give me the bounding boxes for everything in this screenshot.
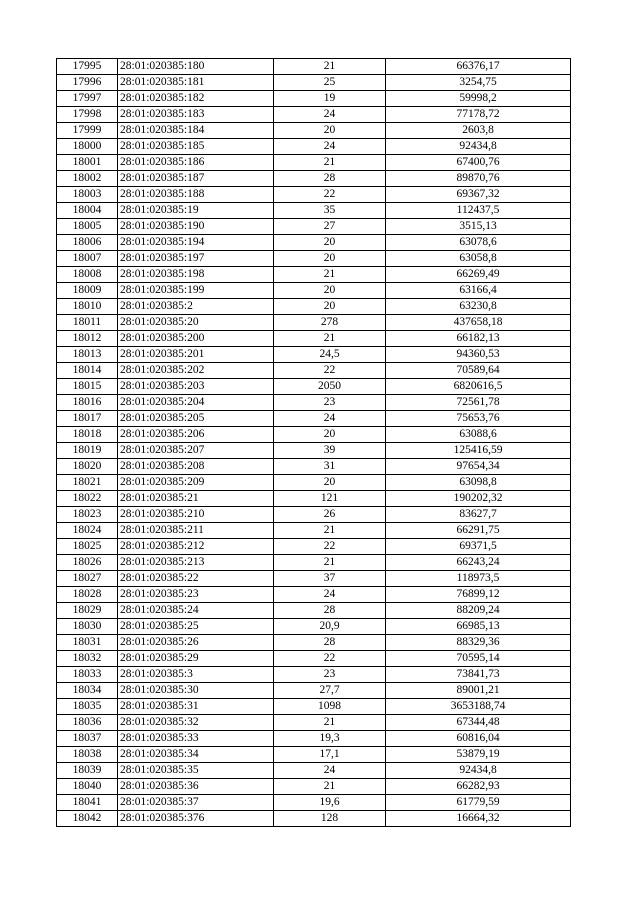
cadastral-value-cell: 66269,49 (386, 267, 571, 283)
row-number-cell: 17995 (57, 59, 118, 75)
area-cell: 26 (274, 507, 386, 523)
cadastral-value-cell: 53879,19 (386, 747, 571, 763)
cadastral-value-cell: 63230,8 (386, 299, 571, 315)
area-cell: 21 (274, 155, 386, 171)
area-cell: 21 (274, 715, 386, 731)
table-row (57, 747, 571, 763)
row-number-cell: 18026 (57, 555, 118, 571)
cadastral-value-cell: 63098,8 (386, 475, 571, 491)
cadastral-number-cell: 28:01:020385:181 (118, 75, 274, 91)
table-row (57, 651, 571, 667)
cadastral-value-cell: 94360,53 (386, 347, 571, 363)
cadastral-number-cell: 28:01:020385:35 (118, 763, 274, 779)
table-row (57, 395, 571, 411)
area-cell: 27,7 (274, 683, 386, 699)
cadastral-value-cell: 66282,93 (386, 779, 571, 795)
cadastral-number-cell: 28:01:020385:205 (118, 411, 274, 427)
cadastral-value-cell: 66985,13 (386, 619, 571, 635)
area-cell: 21 (274, 555, 386, 571)
cadastral-number-cell: 28:01:020385:190 (118, 219, 274, 235)
cadastral-number-cell: 28:01:020385:24 (118, 603, 274, 619)
row-number-cell: 18034 (57, 683, 118, 699)
row-number-cell: 18004 (57, 203, 118, 219)
table-row (57, 603, 571, 619)
row-number-cell: 18025 (57, 539, 118, 555)
table-row (57, 667, 571, 683)
row-number-cell: 18013 (57, 347, 118, 363)
area-cell: 24 (274, 587, 386, 603)
cadastral-value-cell: 118973,5 (386, 571, 571, 587)
area-cell: 21 (274, 331, 386, 347)
cadastral-value-cell: 89001,21 (386, 683, 571, 699)
area-cell: 128 (274, 811, 386, 827)
area-cell: 25 (274, 75, 386, 91)
table-row (57, 443, 571, 459)
cadastral-number-cell: 28:01:020385:29 (118, 651, 274, 667)
table-row (57, 491, 571, 507)
area-cell: 37 (274, 571, 386, 587)
row-number-cell: 18001 (57, 155, 118, 171)
cadastral-value-cell: 66243,24 (386, 555, 571, 571)
cadastral-value-cell: 75653,76 (386, 411, 571, 427)
cadastral-number-cell: 28:01:020385:186 (118, 155, 274, 171)
cadastral-value-cell: 69367,32 (386, 187, 571, 203)
cadastral-value-cell: 6820616,5 (386, 379, 571, 395)
table-row (57, 427, 571, 443)
cadastral-number-cell: 28:01:020385:30 (118, 683, 274, 699)
cadastral-number-cell: 28:01:020385:182 (118, 91, 274, 107)
table-row (57, 779, 571, 795)
area-cell: 28 (274, 171, 386, 187)
cadastral-value-cell: 69371,5 (386, 539, 571, 555)
cadastral-value-cell: 89870,76 (386, 171, 571, 187)
area-cell: 21 (274, 779, 386, 795)
cadastral-value-cell: 16664,32 (386, 811, 571, 827)
cadastral-value-cell: 125416,59 (386, 443, 571, 459)
row-number-cell: 18017 (57, 411, 118, 427)
cadastral-value-cell: 61779,59 (386, 795, 571, 811)
cadastral-number-cell: 28:01:020385:201 (118, 347, 274, 363)
area-cell: 22 (274, 651, 386, 667)
table-row (57, 731, 571, 747)
area-cell: 24 (274, 139, 386, 155)
cadastral-value-cell: 3653188,74 (386, 699, 571, 715)
area-cell: 121 (274, 491, 386, 507)
table-row (57, 363, 571, 379)
area-cell: 24 (274, 763, 386, 779)
table-row (57, 635, 571, 651)
area-cell: 17,1 (274, 747, 386, 763)
area-cell: 24,5 (274, 347, 386, 363)
table-row (57, 235, 571, 251)
row-number-cell: 18031 (57, 635, 118, 651)
cadastral-number-cell: 28:01:020385:36 (118, 779, 274, 795)
table-row (57, 283, 571, 299)
row-number-cell: 18015 (57, 379, 118, 395)
cadastral-number-cell: 28:01:020385:208 (118, 459, 274, 475)
table-row (57, 219, 571, 235)
row-number-cell: 18037 (57, 731, 118, 747)
cadastral-value-cell: 59998,2 (386, 91, 571, 107)
table-row (57, 59, 571, 75)
table-row (57, 171, 571, 187)
row-number-cell: 18007 (57, 251, 118, 267)
cadastral-number-cell: 28:01:020385:206 (118, 427, 274, 443)
cadastral-number-cell: 28:01:020385:209 (118, 475, 274, 491)
row-number-cell: 18006 (57, 235, 118, 251)
table-row (57, 699, 571, 715)
cadastral-value-cell: 3515,13 (386, 219, 571, 235)
table-row (57, 507, 571, 523)
cadastral-number-cell: 28:01:020385:23 (118, 587, 274, 603)
cadastral-value-cell: 63166,4 (386, 283, 571, 299)
table-row (57, 187, 571, 203)
cadastral-value-cell: 66182,13 (386, 331, 571, 347)
cadastral-number-cell: 28:01:020385:199 (118, 283, 274, 299)
area-cell: 2050 (274, 379, 386, 395)
area-cell: 24 (274, 107, 386, 123)
cadastral-value-cell: 73841,73 (386, 667, 571, 683)
cadastral-number-cell: 28:01:020385:197 (118, 251, 274, 267)
area-cell: 28 (274, 603, 386, 619)
cadastral-value-cell: 63078,6 (386, 235, 571, 251)
row-number-cell: 18020 (57, 459, 118, 475)
cadastral-number-cell: 28:01:020385:198 (118, 267, 274, 283)
row-number-cell: 18012 (57, 331, 118, 347)
row-number-cell: 18039 (57, 763, 118, 779)
cadastral-number-cell: 28:01:020385:180 (118, 59, 274, 75)
table-row (57, 539, 571, 555)
cadastral-number-cell: 28:01:020385:25 (118, 619, 274, 635)
row-number-cell: 18010 (57, 299, 118, 315)
row-number-cell: 17998 (57, 107, 118, 123)
cadastral-number-cell: 28:01:020385:185 (118, 139, 274, 155)
row-number-cell: 18041 (57, 795, 118, 811)
table-row (57, 347, 571, 363)
cadastral-number-cell: 28:01:020385:184 (118, 123, 274, 139)
area-cell: 22 (274, 363, 386, 379)
table-row (57, 379, 571, 395)
cadastral-number-cell: 28:01:020385:213 (118, 555, 274, 571)
area-cell: 20 (274, 475, 386, 491)
row-number-cell: 18014 (57, 363, 118, 379)
area-cell: 20 (274, 235, 386, 251)
cadastral-value-cell: 88209,24 (386, 603, 571, 619)
row-number-cell: 18016 (57, 395, 118, 411)
area-cell: 20 (274, 251, 386, 267)
area-cell: 20 (274, 299, 386, 315)
cadastral-value-cell: 92434,8 (386, 139, 571, 155)
area-cell: 23 (274, 395, 386, 411)
table-row (57, 203, 571, 219)
table-row (57, 763, 571, 779)
cadastral-number-cell: 28:01:020385:376 (118, 811, 274, 827)
table-row (57, 123, 571, 139)
cadastral-value-cell: 67344,48 (386, 715, 571, 731)
row-number-cell: 18024 (57, 523, 118, 539)
table-row (57, 75, 571, 91)
area-cell: 24 (274, 411, 386, 427)
row-number-cell: 17999 (57, 123, 118, 139)
table-row (57, 571, 571, 587)
area-cell: 19,6 (274, 795, 386, 811)
area-cell: 22 (274, 539, 386, 555)
cadastral-number-cell: 28:01:020385:2 (118, 299, 274, 315)
table-row (57, 267, 571, 283)
table-row (57, 411, 571, 427)
cadastral-number-cell: 28:01:020385:194 (118, 235, 274, 251)
table-row (57, 475, 571, 491)
cadastral-value-cell: 70589,64 (386, 363, 571, 379)
area-cell: 19 (274, 91, 386, 107)
table-row (57, 331, 571, 347)
cadastral-number-cell: 28:01:020385:3 (118, 667, 274, 683)
cadastral-value-cell: 3254,75 (386, 75, 571, 91)
table-row (57, 795, 571, 811)
row-number-cell: 18030 (57, 619, 118, 635)
area-cell: 21 (274, 523, 386, 539)
area-cell: 31 (274, 459, 386, 475)
cadastral-value-cell: 63088,6 (386, 427, 571, 443)
cadastral-number-cell: 28:01:020385:26 (118, 635, 274, 651)
area-cell: 27 (274, 219, 386, 235)
table-row (57, 587, 571, 603)
cadastral-value-cell: 190202,32 (386, 491, 571, 507)
row-number-cell: 18000 (57, 139, 118, 155)
row-number-cell: 18008 (57, 267, 118, 283)
row-number-cell: 18009 (57, 283, 118, 299)
area-cell: 1098 (274, 699, 386, 715)
table-row (57, 811, 571, 827)
row-number-cell: 18022 (57, 491, 118, 507)
cadastral-number-cell: 28:01:020385:34 (118, 747, 274, 763)
table-row (57, 107, 571, 123)
cadastral-number-cell: 28:01:020385:200 (118, 331, 274, 347)
cadastral-value-cell: 77178,72 (386, 107, 571, 123)
area-cell: 19,3 (274, 731, 386, 747)
row-number-cell: 18032 (57, 651, 118, 667)
cadastral-number-cell: 28:01:020385:33 (118, 731, 274, 747)
cadastral-value-cell: 66291,75 (386, 523, 571, 539)
area-cell: 28 (274, 635, 386, 651)
row-number-cell: 18033 (57, 667, 118, 683)
cadastral-number-cell: 28:01:020385:210 (118, 507, 274, 523)
table-row (57, 155, 571, 171)
table-row (57, 139, 571, 155)
cadastral-value-cell: 63058,8 (386, 251, 571, 267)
area-cell: 278 (274, 315, 386, 331)
cadastral-number-cell: 28:01:020385:204 (118, 395, 274, 411)
registry-table (56, 58, 571, 827)
area-cell: 20 (274, 427, 386, 443)
cadastral-number-cell: 28:01:020385:203 (118, 379, 274, 395)
area-cell: 22 (274, 187, 386, 203)
row-number-cell: 18042 (57, 811, 118, 827)
cadastral-value-cell: 72561,78 (386, 395, 571, 411)
cadastral-number-cell: 28:01:020385:32 (118, 715, 274, 731)
cadastral-number-cell: 28:01:020385:20 (118, 315, 274, 331)
row-number-cell: 18029 (57, 603, 118, 619)
row-number-cell: 18018 (57, 427, 118, 443)
area-cell: 20,9 (274, 619, 386, 635)
row-number-cell: 18028 (57, 587, 118, 603)
cadastral-number-cell: 28:01:020385:22 (118, 571, 274, 587)
cadastral-value-cell: 66376,17 (386, 59, 571, 75)
cadastral-value-cell: 67400,76 (386, 155, 571, 171)
cadastral-number-cell: 28:01:020385:21 (118, 491, 274, 507)
cadastral-value-cell: 92434,8 (386, 763, 571, 779)
table-row (57, 251, 571, 267)
registry-table-body (57, 59, 571, 827)
table-row (57, 523, 571, 539)
area-cell: 20 (274, 123, 386, 139)
cadastral-value-cell: 112437,5 (386, 203, 571, 219)
cadastral-value-cell: 60816,04 (386, 731, 571, 747)
cadastral-number-cell: 28:01:020385:212 (118, 539, 274, 555)
area-cell: 20 (274, 283, 386, 299)
cadastral-number-cell: 28:01:020385:202 (118, 363, 274, 379)
row-number-cell: 18021 (57, 475, 118, 491)
cadastral-value-cell: 2603,8 (386, 123, 571, 139)
cadastral-value-cell: 70595,14 (386, 651, 571, 667)
row-number-cell: 17997 (57, 91, 118, 107)
row-number-cell: 18027 (57, 571, 118, 587)
row-number-cell: 18005 (57, 219, 118, 235)
table-row (57, 459, 571, 475)
row-number-cell: 18011 (57, 315, 118, 331)
cadastral-number-cell: 28:01:020385:187 (118, 171, 274, 187)
table-row (57, 683, 571, 699)
cadastral-value-cell: 88329,36 (386, 635, 571, 651)
cadastral-number-cell: 28:01:020385:211 (118, 523, 274, 539)
row-number-cell: 18023 (57, 507, 118, 523)
cadastral-number-cell: 28:01:020385:37 (118, 795, 274, 811)
cadastral-number-cell: 28:01:020385:31 (118, 699, 274, 715)
row-number-cell: 18040 (57, 779, 118, 795)
table-row (57, 619, 571, 635)
area-cell: 23 (274, 667, 386, 683)
row-number-cell: 18036 (57, 715, 118, 731)
table-row (57, 555, 571, 571)
row-number-cell: 18035 (57, 699, 118, 715)
table-row (57, 299, 571, 315)
table-row (57, 91, 571, 107)
cadastral-value-cell: 97654,34 (386, 459, 571, 475)
cadastral-value-cell: 76899,12 (386, 587, 571, 603)
cadastral-number-cell: 28:01:020385:183 (118, 107, 274, 123)
area-cell: 21 (274, 59, 386, 75)
cadastral-number-cell: 28:01:020385:188 (118, 187, 274, 203)
cadastral-number-cell: 28:01:020385:207 (118, 443, 274, 459)
cadastral-value-cell: 83627,7 (386, 507, 571, 523)
row-number-cell: 17996 (57, 75, 118, 91)
table-row (57, 715, 571, 731)
table-row (57, 315, 571, 331)
area-cell: 21 (274, 267, 386, 283)
row-number-cell: 18002 (57, 171, 118, 187)
area-cell: 35 (274, 203, 386, 219)
area-cell: 39 (274, 443, 386, 459)
row-number-cell: 18003 (57, 187, 118, 203)
cadastral-value-cell: 437658,18 (386, 315, 571, 331)
cadastral-number-cell: 28:01:020385:19 (118, 203, 274, 219)
row-number-cell: 18038 (57, 747, 118, 763)
row-number-cell: 18019 (57, 443, 118, 459)
